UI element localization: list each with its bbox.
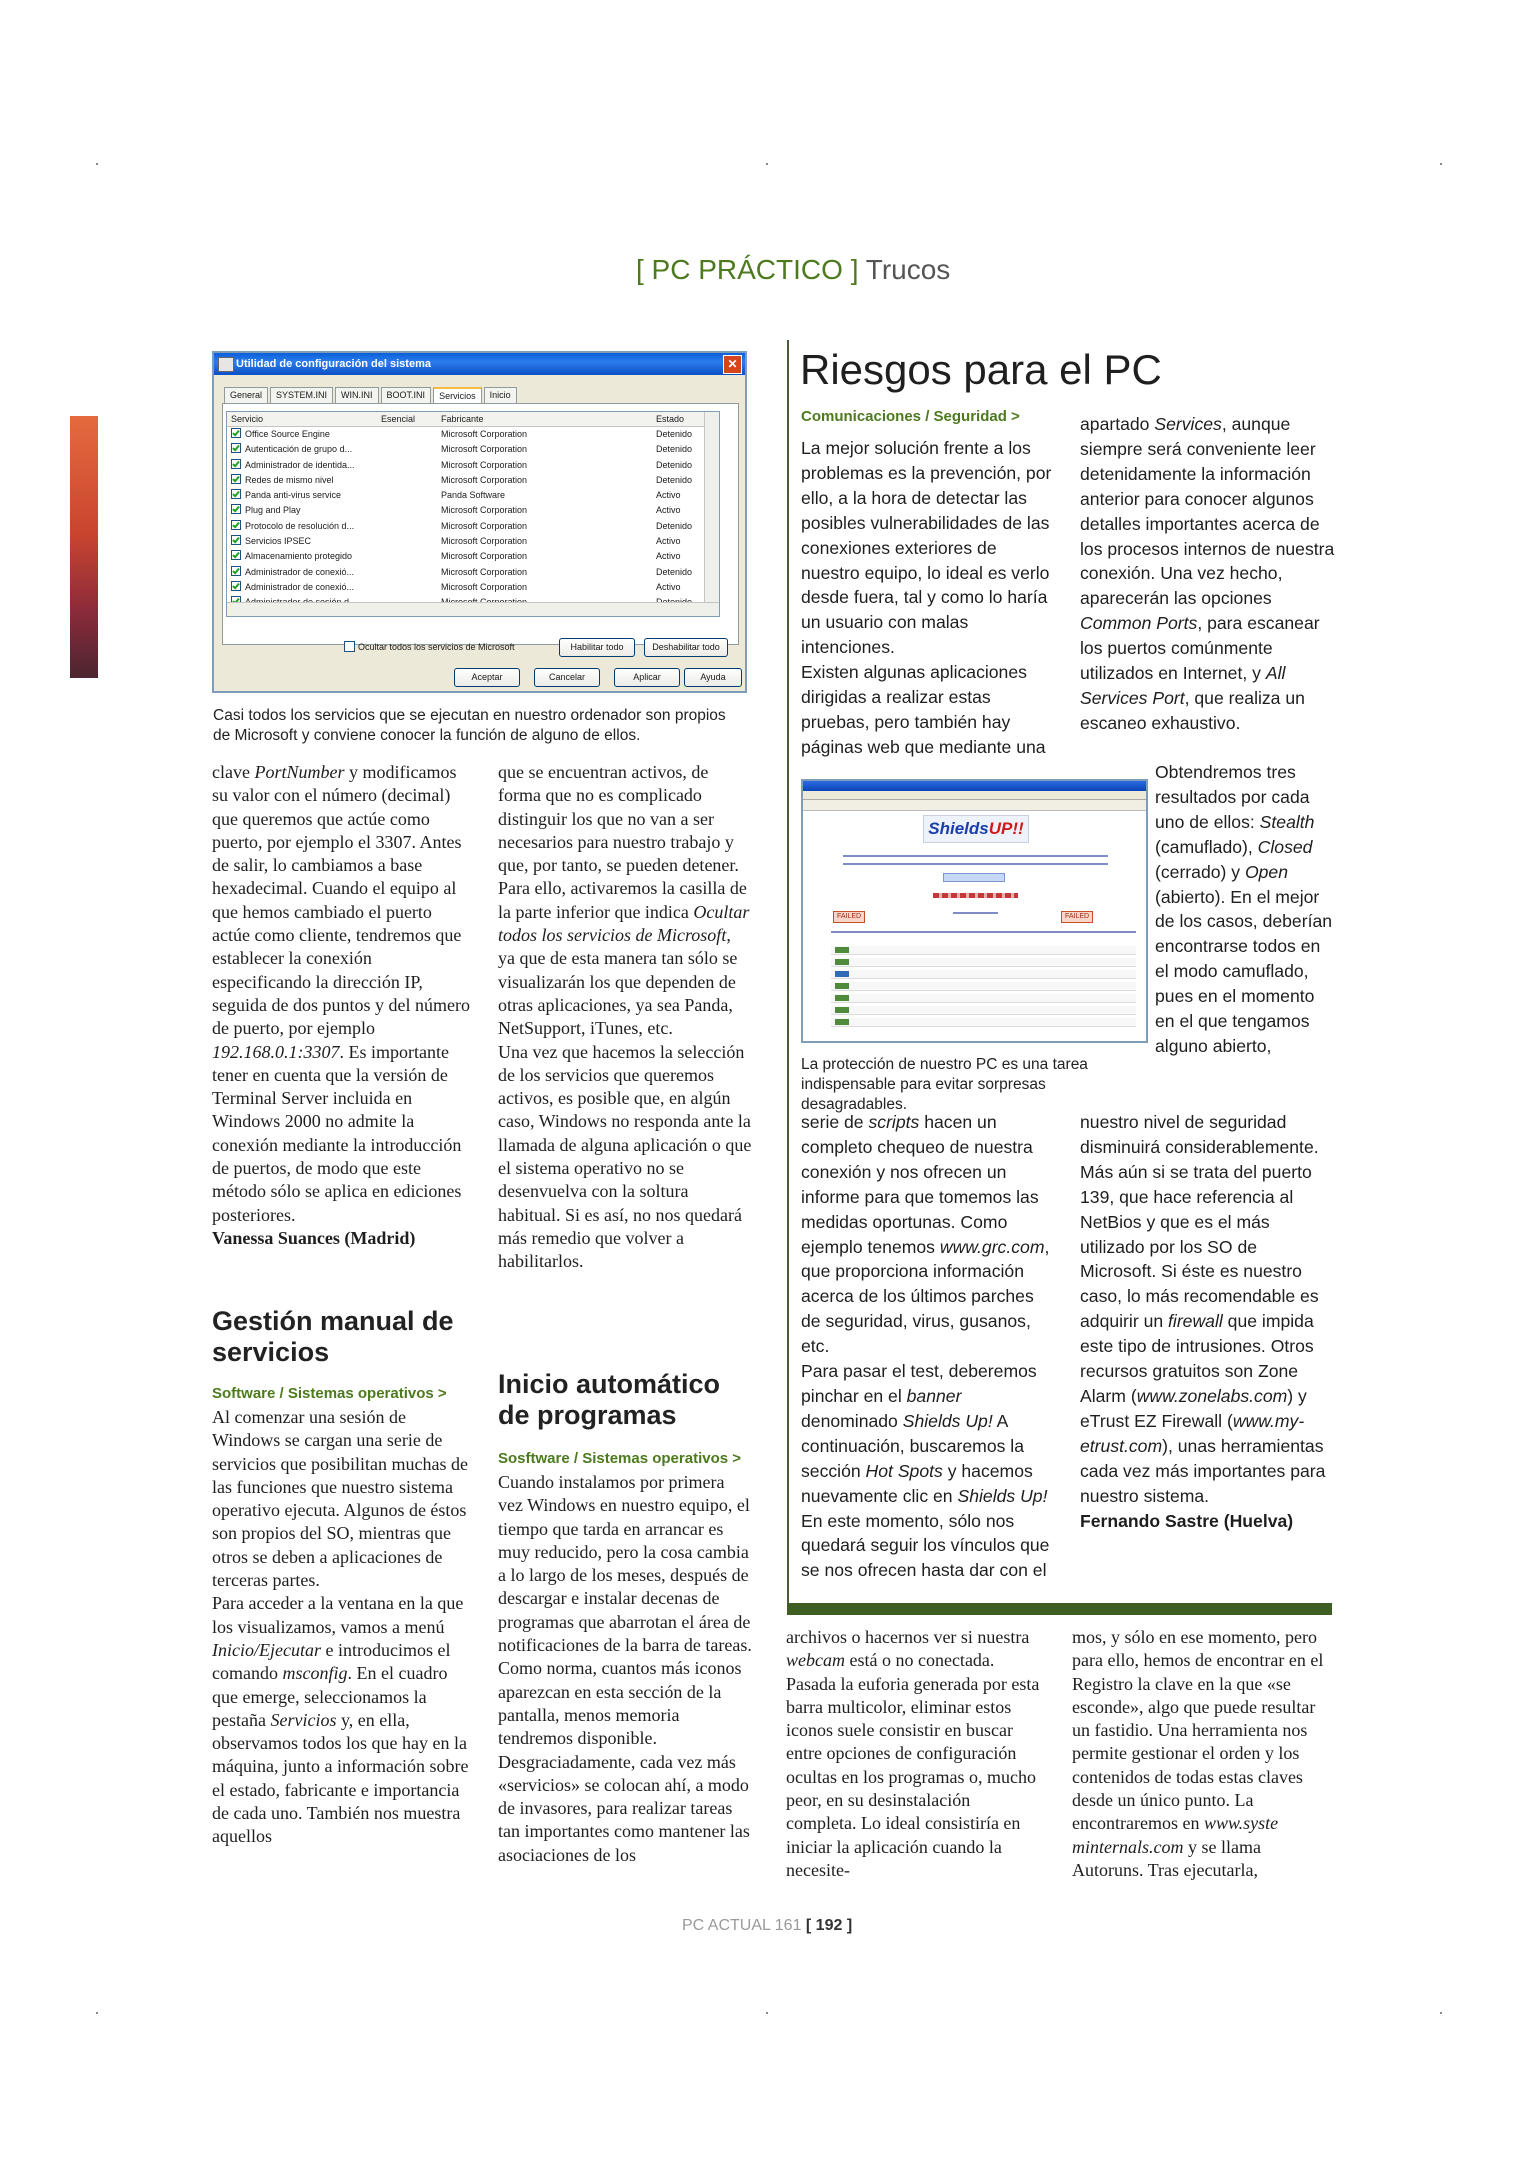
column-header-fabricante[interactable]: Fabricante (441, 414, 484, 424)
service-essential (381, 519, 441, 534)
service-status: Activo (656, 490, 681, 501)
service-essential (381, 442, 441, 457)
service-status: Activo (656, 581, 681, 592)
service-essential (381, 503, 441, 518)
service-status: Activo (656, 536, 681, 547)
section-header (636, 254, 950, 286)
close-icon[interactable]: ✕ (723, 355, 742, 374)
tab-win-ini[interactable]: WIN.INI (335, 387, 379, 403)
app-icon (218, 357, 234, 372)
table-row (831, 994, 1136, 1003)
service-essential (381, 549, 441, 564)
tab-system-ini[interactable]: SYSTEM.INI (270, 387, 333, 403)
column-2-text (498, 761, 752, 1274)
status-chip (835, 947, 849, 953)
shields-up-screenshot (801, 779, 1148, 1043)
column-1-text (212, 761, 470, 1250)
apply-button[interactable]: Aplicar (614, 668, 680, 687)
magazine-issue: PC ACTUAL 161 (682, 1917, 806, 1934)
figure-caption: Casi todos los servicios que se ejecutan en nuestro ordenador son propios de Microsoft y conviene conocer la función de alguno de ellos. (213, 707, 726, 744)
table-row[interactable] (227, 442, 719, 457)
crop-mark (766, 2012, 768, 2014)
service-manufacturer: Microsoft Corporation (441, 551, 528, 562)
enable-all-button[interactable]: Habilitar todo (559, 638, 635, 657)
table-row[interactable] (227, 427, 719, 442)
paragraph: Obtendremos tres resultados por cada uno de ellos: Stealth (camuflado), Closed (cerrado) y Open (abierto). En el mejor de los casos, deberían encontrarse todos en el modo camuflado, pues en el momento en el que tengamos alguno abierto, (1155, 762, 1333, 1056)
service-status: Detenido (656, 429, 693, 439)
riesgos-col-a-bottom (801, 1110, 1057, 1583)
section-label: [ PC PRÁCTICO ] (636, 254, 859, 285)
status-chip (835, 971, 849, 977)
table-row[interactable] (227, 519, 719, 534)
gestion-text (212, 1406, 470, 1849)
checkbox-checked-icon[interactable] (231, 566, 241, 576)
service-manufacturer: Microsoft Corporation (441, 566, 528, 577)
crop-mark (1440, 2012, 1442, 2014)
checkbox-checked-icon[interactable] (231, 520, 241, 530)
status-chip (835, 995, 849, 1001)
service-name-label: Administrador de conexió... (245, 566, 355, 577)
table-row[interactable] (227, 458, 719, 473)
table-row (831, 982, 1136, 991)
service-name (227, 427, 381, 442)
text-line (953, 912, 998, 914)
service-manufacturer: Microsoft Corporation (441, 505, 528, 516)
paragraph: Desgraciadamente, cada vez más «servicios» se colocan ahí, a modo de invasores, para realizar tareas tan importantes como mantener las asociaciones de los (498, 1751, 750, 1865)
paragraph: nuestro nivel de seguridad disminuirá considerablemente. Más aún si se trata del puerto 139, que hace referencia al NetBios y que es el más utilizado por los SO de Microsoft. Si éste es nuestro caso, lo más recomendable es adquirir un firewall que impida este tipo de intrusiones. Otros recursos gratuitos son Zone Alarm (www.zonelabs.com) y eTrust EZ Firewall (www.my-etrust.com), unas herramientas cada vez más importantes para nuestro sistema. (1080, 1112, 1326, 1506)
service-essential (381, 458, 441, 473)
riesgos-wrap-text (1155, 760, 1335, 1059)
service-manufacturer: Microsoft Corporation (441, 581, 528, 592)
sysconfig-screenshot (212, 351, 747, 693)
service-name-label: Autenticación de grupo d... (245, 444, 353, 455)
service-name (227, 580, 381, 595)
status-chip (835, 983, 849, 989)
hide-microsoft-label: Ocultar todos los servicios de Microsoft (358, 642, 515, 652)
service-status: Detenido (656, 474, 693, 485)
checkbox-checked-icon[interactable] (231, 428, 241, 438)
service-status: Detenido (656, 444, 693, 455)
status-chip (835, 1007, 849, 1013)
status-chip (835, 959, 849, 965)
service-name (227, 565, 381, 580)
table-row[interactable] (227, 503, 719, 518)
table-row (831, 958, 1136, 967)
checkbox-checked-icon[interactable] (231, 443, 241, 453)
checkbox-checked-icon[interactable] (231, 581, 241, 591)
paragraph: Existen algunas aplicaciones dirigidas a realizar estas pruebas, pero también hay páginas web que mediante una (801, 662, 1046, 757)
table-row (831, 946, 1136, 955)
table-row[interactable] (227, 549, 719, 564)
service-manufacturer: Microsoft Corporation (441, 520, 528, 531)
page-footer (682, 1917, 852, 1935)
heading-inicio: Inicio automático de programas (498, 1369, 721, 1430)
service-name-label: Servicios IPSEC (245, 536, 312, 547)
failed-flag: FAILED (1061, 911, 1093, 923)
paragraph: serie de scripts hacen un completo chequeo de nuestra conexión y nos ofrecen un informe para que tomemos las medidas oportunas. Como ejemplo tenemos www.grc.com, que proporciona información acerca de los últimos parches de seguridad, virus, gusanos, etc. (801, 1112, 1050, 1357)
checkbox-checked-icon[interactable] (231, 489, 241, 499)
paragraph: que se encuentran activos, de forma que no es complicado distinguir los que no van a ser necesarios para nuestro trabajo y que, por tanto, se pueden detener. Para ello, activaremos la casilla de la parte inferior que indica Ocultar todos los servicios de Microsoft, ya que de esta manera tan sólo se visualizarán los que dependen de otras aplicaciones, ya sea Panda, NetSupport, iTunes, etc. (498, 762, 750, 1039)
crop-mark (96, 2012, 98, 2014)
horizontal-scrollbar[interactable] (227, 602, 719, 616)
table-row[interactable] (227, 565, 719, 580)
table-row[interactable] (227, 473, 719, 488)
paragraph: Una vez que hacemos la selección de los servicios que queremos activos, es posible que, en algún caso, Windows no responda ante la llamada de alguna aplicación o que el sistema operativo no se desenvuelva con la soltura habitual. Si es así, no nos quedará más remedio que volver a habilitarlos. (498, 1041, 752, 1272)
category-riesgos: Comunicaciones / Seguridad > (801, 408, 1020, 425)
service-manufacturer: Microsoft Corporation (441, 459, 528, 470)
service-name-label: Protocolo de resolución d... (245, 520, 355, 531)
checkbox-checked-icon[interactable] (231, 550, 241, 560)
service-name-label: Administrador de identida... (245, 459, 355, 470)
paragraph: Cuando instalamos por primera vez Windows en nuestro equipo, el tiempo que tarda en arrancar es muy reducido, pero la cosa cambia a lo largo de los meses, después de descargar e instalar decenas de programas que abarrotan el área de notificaciones de la barra de tareas. Como norma, cuantos más iconos aparezcan en esta sección de la pantalla, menos memoria tendremos disponible. (498, 1472, 752, 1749)
service-essential (381, 565, 441, 580)
service-essential (381, 427, 441, 442)
crop-mark (766, 163, 768, 165)
service-manufacturer: Microsoft Corporation (441, 536, 528, 547)
window-titlebar (214, 353, 745, 375)
browser-titlebar (803, 781, 1146, 791)
service-name (227, 519, 381, 534)
service-name-label: Office Source Engine (245, 429, 330, 439)
service-manufacturer: Panda Software (441, 490, 506, 501)
paragraph: mos, y sólo en ese momento, pero para ello, hemos de encontrar en el Registro la clave en la que «se esconde», algo que puede resultar un fastidio. Una herramienta nos permite gestionar el orden y los contenidos de todas estas claves desde un único punto. La encontraremos en www.syste minternals.com y se llama Autoruns. Tras ejecutarla, (1072, 1627, 1324, 1880)
author-byline: Vanessa Suances (Madrid) (212, 1227, 416, 1248)
tab-strip (224, 387, 517, 403)
hide-microsoft-checkbox[interactable] (344, 641, 515, 652)
author-byline: Fernando Sastre (Huelva) (1080, 1510, 1294, 1531)
service-status: Detenido (656, 459, 693, 470)
help-button[interactable]: Ayuda (684, 668, 742, 687)
riesgos-col-a-top (801, 436, 1057, 760)
table-row[interactable] (227, 488, 719, 503)
services-list (226, 411, 720, 617)
checkbox-checked-icon[interactable] (231, 504, 241, 514)
service-name (227, 442, 381, 457)
service-name-label: Almacenamiento protegido (245, 551, 353, 562)
tab-general[interactable]: General (224, 387, 268, 403)
service-manufacturer: Microsoft Corporation (441, 444, 528, 455)
service-name (227, 488, 381, 503)
service-essential (381, 534, 441, 549)
figure-caption: La protección de nuestro PC es una tarea indispensable para evitar sorpresas desagradables. (801, 1056, 1088, 1113)
paragraph: Al comenzar una sesión de Windows se cargan una serie de servicios que posibilitan muchas de las funciones que nuestro sistema operativo ejecuta. Algunos de éstos son propios del SO, mientras que otros se deben a aplicaciones de terceras partes. (212, 1407, 468, 1591)
paragraph: Para pasar el test, deberemos pinchar en el banner denominado Shields Up! A continuación, buscaremos la sección Hot Spots y hacemos nuevamente clic en Shields Up! En este momento, sólo nos quedará seguir los vínculos que se nos ofrecen hasta dar con el (801, 1361, 1050, 1581)
window-title: Utilidad de configuración del sistema (236, 358, 431, 370)
service-name-label: Plug and Play (245, 505, 301, 516)
status-chip (835, 1019, 849, 1025)
heading-gestion: Gestión manual de servicios (212, 1306, 454, 1367)
inicio-text (498, 1471, 752, 1867)
box-bottom-rule (787, 1603, 1332, 1615)
service-name-label: Redes de mismo nivel (245, 474, 334, 485)
text-line (843, 863, 1108, 865)
service-status: Detenido (656, 520, 693, 531)
column-4-text (1072, 1626, 1330, 1882)
crop-mark (1440, 163, 1442, 165)
table-row[interactable] (227, 534, 719, 549)
tab-boot-ini[interactable]: BOOT.INI (381, 387, 432, 403)
heading-riesgos: Riesgos para el PC (800, 346, 1162, 393)
tab-servicios[interactable]: Servicios (433, 387, 482, 403)
service-name (227, 458, 381, 473)
service-essential (381, 488, 441, 503)
service-essential (381, 580, 441, 595)
browser-toolbar (803, 800, 1146, 811)
table-row (831, 970, 1136, 979)
service-manufacturer: Microsoft Corporation (441, 474, 528, 485)
service-name-label: Administrador de conexió... (245, 581, 355, 592)
paragraph: apartado Services, aunque siempre será conveniente leer detenidamente la información anterior para conocer algunos detalles importantes acerca de los procesos internos de nuestra conexión. Una vez hecho, aparecerán las opciones Common Ports, para escanear los puertos comúnmente utilizados en Internet, y All Services Port, que realiza un escaneo exhaustivo. (1080, 414, 1335, 733)
service-name (227, 549, 381, 564)
column-header-servicio[interactable]: Servicio (231, 414, 264, 424)
subsection-label: Trucos (865, 254, 951, 285)
service-status: Activo (656, 551, 681, 562)
service-name (227, 473, 381, 488)
table-row (831, 1018, 1136, 1027)
failed-flag: FAILED (833, 911, 865, 923)
service-status: Activo (656, 505, 681, 516)
checkbox-box (344, 641, 355, 652)
box-left-rule (787, 340, 789, 1605)
paragraph: La mejor solución frente a los problemas es la prevención, por ello, a la hora de detectar las posibles vulnerabilidades de las conexiones exteriores de nuestro equipo, lo ideal es verlo desde fuera, tal y como lo haría un usuario con malas intenciones. (801, 438, 1052, 658)
cancel-button[interactable]: Cancelar (534, 668, 600, 687)
service-name (227, 534, 381, 549)
service-status: Detenido (656, 566, 693, 577)
service-name (227, 503, 381, 518)
riesgos-col-b-bottom (1080, 1110, 1336, 1533)
paragraph: Para acceder a la ventana en la que los visualizamos, vamos a menú Inicio/Ejecutar e introducimos el comando msconfig. En el cuadro que emerge, seleccionamos la pestaña Servicios y, en ella, observamos todos los que hay en la máquina, junto a información sobre el estado, fabricante e importancia de cada uno. También nos muestra aquellos (212, 1593, 469, 1847)
list-rows (227, 427, 719, 611)
text-line (843, 855, 1108, 857)
list-header (227, 412, 719, 427)
column-header-esencial[interactable]: Esencial (381, 414, 416, 424)
category-inicio: Sosftware / Sistemas operativos > (498, 1450, 742, 1467)
ok-button[interactable]: Aceptar (454, 668, 520, 687)
category-gestion: Software / Sistemas operativos > (212, 1385, 447, 1402)
progress-strip (933, 893, 1018, 898)
table-row (831, 1006, 1136, 1015)
browser-menubar (803, 791, 1146, 800)
service-name-label: Panda anti-virus service (245, 490, 342, 501)
page-number: [ 192 ] (805, 1917, 853, 1934)
checkbox-checked-icon[interactable] (231, 474, 241, 484)
table-row[interactable] (227, 580, 719, 595)
service-essential (381, 473, 441, 488)
button-shape (943, 873, 1005, 882)
riesgos-col-b-top (1080, 412, 1336, 736)
checkbox-checked-icon[interactable] (231, 459, 241, 469)
column-3-text (786, 1626, 1040, 1882)
crop-mark (96, 163, 98, 165)
text-line (831, 931, 1136, 933)
disable-all-button[interactable]: Deshabilitar todo (644, 638, 728, 657)
vertical-scrollbar[interactable] (704, 412, 719, 616)
column-header-estado[interactable]: Estado (656, 414, 685, 424)
tab-inicio[interactable]: Inicio (484, 387, 517, 403)
shields-up-logo: ShieldsUP!! (923, 815, 1029, 843)
checkbox-checked-icon[interactable] (231, 535, 241, 545)
side-color-bar (70, 416, 98, 678)
paragraph: archivos o hacernos ver si nuestra webcam está o no conectada. Pasada la euforia generada por esta barra multicolor, eliminar estos iconos suele consistir en buscar entre opciones de configuración ocultas en los programas o, mucho peor, en su desinstalación completa. Lo ideal consistiría en iniciar la aplicación cuando la necesite- (786, 1627, 1040, 1880)
paragraph: clave PortNumber y modificamos su valor con el número (decimal) que queremos que actúe como puerto, por ejemplo el 3307. Antes de salir, lo cambiamos a base hexadecimal. Cuando el equipo al que hemos cambiado el puerto actúe como cliente, tendremos que establecer la conexión especificando la dirección IP, seguida de dos puntos y del número de puerto, por ejemplo 192.168.0.1:3307. Es importante tener en cuenta que la versión de Terminal Server incluida en Windows 2000 no admite la conexión mediante la introducción de puertos, de modo que este método sólo se aplica en ediciones posteriores. (212, 762, 470, 1225)
service-manufacturer: Microsoft Corporation (441, 429, 528, 439)
